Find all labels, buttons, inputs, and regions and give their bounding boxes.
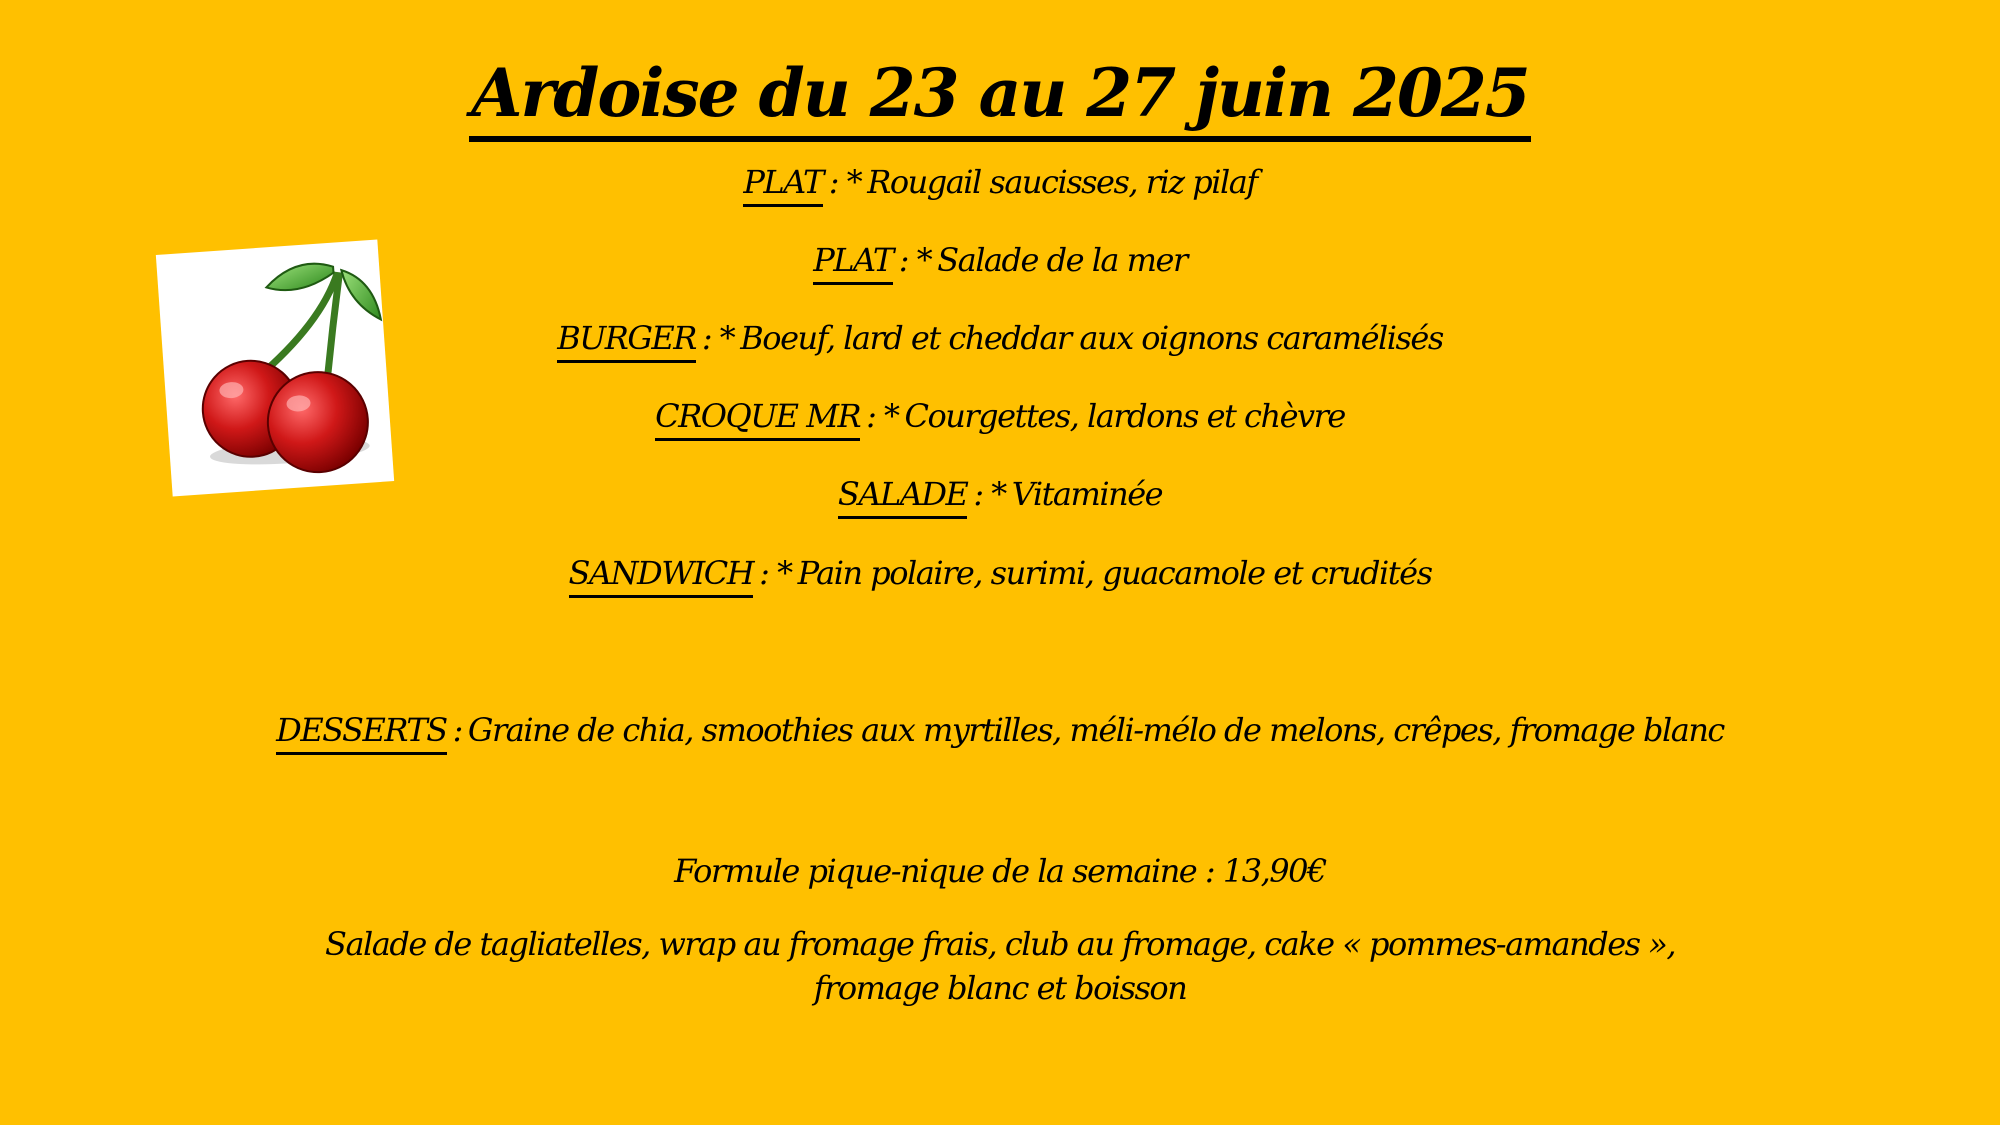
menu-item-croque (0, 394, 2000, 441)
menu-text: Vitaminée (1011, 475, 1163, 513)
menu-separator: : * (828, 163, 862, 201)
desserts-separator: : (452, 711, 462, 749)
menu-item-plat-2 (0, 238, 2000, 285)
menu-label: BURGER (557, 316, 696, 363)
picnic-description: Salade de tagliatelles, wrap au fromage frais, club au fromage, cake « pommes-amandes », fromage blanc et boisson (325, 925, 1675, 1007)
menu-item-plat-1 (0, 160, 2000, 207)
menu-separator: : * (701, 319, 735, 357)
menu-text: Rougail saucisses, riz pilaf (867, 163, 1257, 201)
page-title: Ardoise du 23 au 27 juin 2025 (0, 48, 2000, 142)
menu-label: SALADE (838, 472, 967, 519)
menu-separator: : * (866, 397, 899, 435)
menu-text: Pain polaire, surimi, guacamole et crudités (797, 554, 1432, 592)
desserts-text: Graine de chia, smoothies aux myrtilles, méli-mélo de melons, crêpes, fromage blanc (467, 711, 1724, 749)
menu-label: SANDWICH (569, 551, 754, 598)
menu-separator: : * (759, 554, 792, 592)
menu-label: PLAT (743, 160, 822, 207)
menu-text: Boeuf, lard et cheddar aux oignons caramélisés (740, 319, 1443, 357)
menu-item-sandwich (0, 551, 2000, 598)
menu-label: PLAT (813, 238, 892, 285)
menu-item-burger (0, 316, 2000, 363)
desserts-label: DESSERTS (276, 708, 446, 755)
menu-item-salade (0, 472, 2000, 519)
menu-text: Salade de la mer (937, 241, 1187, 279)
menu-text: Courgettes, lardons et chèvre (904, 397, 1345, 435)
menu-separator: : * (898, 241, 932, 279)
menu-label: CROQUE MR (655, 394, 860, 441)
picnic-heading: Formule pique-nique de la semaine : 13,90€ (674, 852, 1326, 890)
menu-separator: : * (973, 475, 1006, 513)
desserts-line (0, 708, 2000, 755)
